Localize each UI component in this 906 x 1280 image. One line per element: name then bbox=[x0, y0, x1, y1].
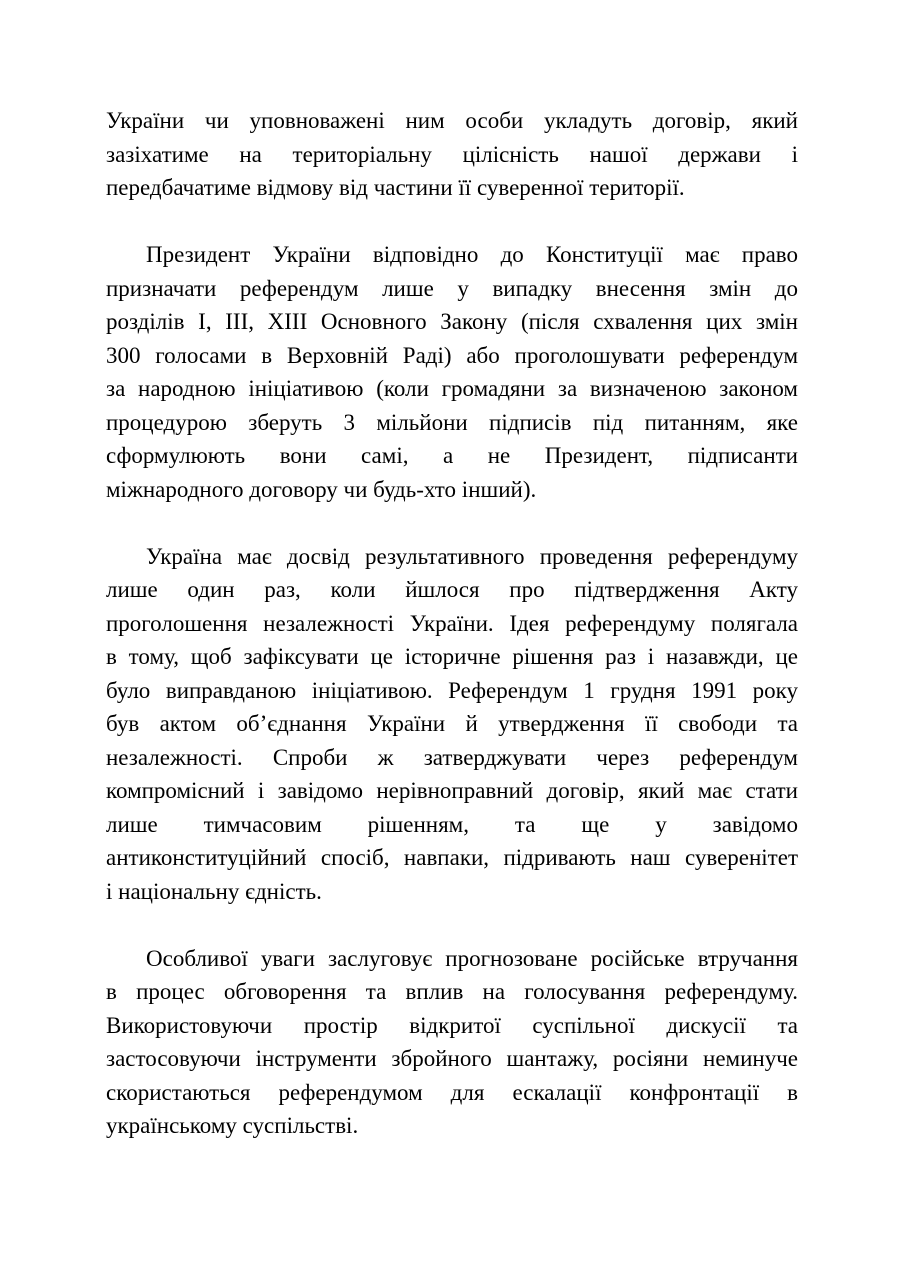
text-line: лише один раз, коли йшлося про підтвердження Акту bbox=[106, 577, 798, 602]
text-line: скористаються референдумом для ескалації конфронтації в bbox=[106, 1079, 798, 1105]
text-line: Особливої уваги заслуговує прогнозоване російське втручання bbox=[146, 945, 798, 971]
text-line: антиконституційний спосіб, навпаки, підривають наш суверенітет bbox=[106, 845, 798, 870]
text-line: за народною ініціативою (коли громадяни за визначеною законом bbox=[106, 376, 798, 401]
text-line: компромісний і завідомо нерівноправний договір, який має стати bbox=[106, 778, 798, 803]
text-line: українському суспільстві. bbox=[106, 1113, 359, 1138]
text-line: був актом об’єднання України й утвердження її свободи та bbox=[106, 711, 798, 736]
text-line: Президент України відповідно до Конституції має право bbox=[146, 242, 798, 267]
text-line: незалежності. Спроби ж затверджувати через референдум bbox=[106, 744, 798, 770]
text-line: в процес обговорення та вплив на голосування референдуму. bbox=[106, 979, 798, 1004]
text-line: розділів I, III, XIII Основного Закону (після схвалення цих змін bbox=[106, 309, 798, 334]
text-line: Україна має досвід результативного проведення референдуму bbox=[146, 543, 798, 569]
text-line: призначати референдум лише у випадку внесення змін до bbox=[106, 275, 798, 301]
paragraph bbox=[106, 942, 798, 1143]
text-line: зазіхатиме на територіальну цілісність нашої держави і bbox=[106, 141, 798, 167]
text-line: передбачатиме відмову від частини її суверенної території. bbox=[106, 175, 685, 200]
text-line: і національну єдність. bbox=[106, 878, 322, 904]
text-line: Використовуючи простір відкритої суспільної дискусії та bbox=[106, 1012, 798, 1038]
text-line: України чи уповноважені ним особи укладуть договір, який bbox=[106, 108, 798, 133]
text-line: міжнародного договору чи будь-хто інший). bbox=[106, 476, 537, 502]
text-line: було виправданою ініціативою. Референдум 1 грудня 1991 року bbox=[106, 677, 798, 703]
text-line: проголошення незалежності України. Ідея референдуму полягала bbox=[106, 610, 798, 636]
text-line: сформулюють вони самі, а не Президент, підписанти bbox=[106, 443, 798, 468]
text-line: лише тимчасовим рішенням, та ще у завідомо bbox=[106, 811, 798, 837]
text-line: процедурою зберуть 3 мільйони підписів під питанням, яке bbox=[106, 409, 798, 435]
text-line: 300 голосами в Верховній Раді) або проголошувати референдум bbox=[106, 342, 798, 368]
text-block bbox=[106, 104, 798, 1176]
paragraph bbox=[106, 104, 798, 205]
text-line: застосовуючи інструменти збройного шантажу, росіяни неминуче bbox=[106, 1046, 798, 1071]
paragraph bbox=[106, 238, 798, 506]
paragraph bbox=[106, 540, 798, 909]
text-line: в тому, щоб зафіксувати це історичне рішення раз і назавжди, це bbox=[106, 644, 798, 669]
